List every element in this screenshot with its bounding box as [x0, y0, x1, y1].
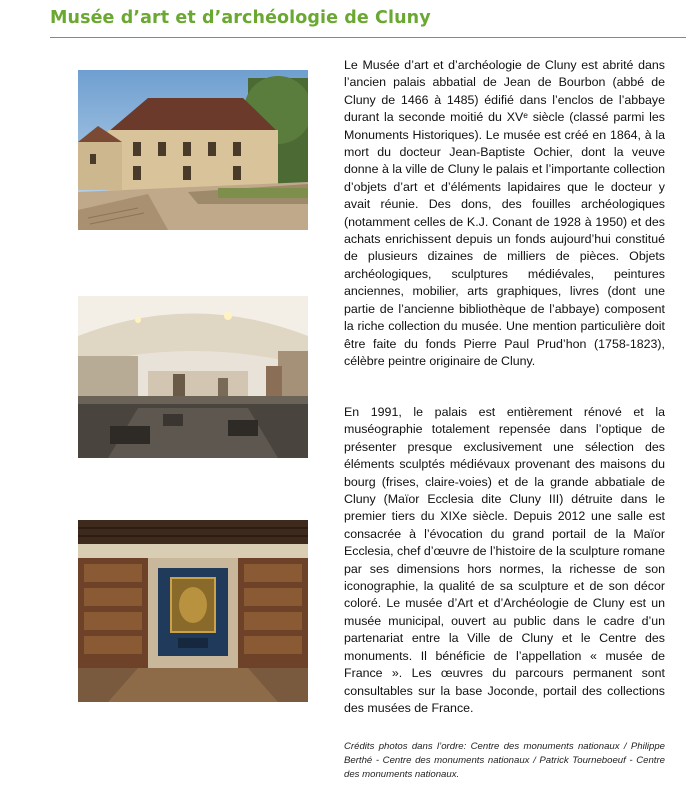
page-header [50, 8, 686, 38]
intro-paragraph [344, 57, 665, 370]
title-underline [50, 37, 686, 38]
museum-gallery-photo [78, 296, 308, 458]
renovation-paragraph [344, 404, 665, 717]
intro-paragraph-text: Le Musée d’art et d’archéologie de Cluny est abrité dans l’ancien palais abbatial de Jean de Bourbon (abbé de Cluny de 1466 à 1485) édifié dans l’enclos de l’abbaye durant la seconde moitié du XVᵉ siècle (classé parmi les Monuments Historiques). Le musée est créé en 1864, à la mort du docteur Jean-Baptiste Ochier, dont la veuve donne à la ville de Cluny le palais et l’importante collection d’objets d’art et d’éléments lapidaires que le docteur y avait réunie. Des dons, des fouilles archéologiques (notamment celles de K.J. Conant de 1928 à 1950) et des achats enrichissent depuis un fonds aujourd’hui constitué de plusieurs dizaines de milliers de pièces. Objets archéologiques, sculptures médiévales, peintures anciennes, mobilier, arts graphiques, livres (dont une partie de l’ancienne bibliothèque de l’abbaye) composent la riche collection du musée. Une mention particulière doit être faite du fonds Pierre Paul Prud’hon (1758-1823), célèbre peintre originaire de Cluny. [344, 58, 665, 368]
abbatial-palace-photo [78, 70, 308, 230]
renovation-paragraph-text: En 1991, le palais est entièrement rénové et la muséographie totalement repensée dans l’optique de présenter presque exclusivement une sélection des éléments sculptés médiévaux provenant des maisons du bourg (frises, claire-voies) et de la grande abbatiale de Cluny (Maïor Ecclesia dite Cluny III) détruite dans le premier tiers du XIXe siècle. Depuis 2012 une salle est consacrée à l’évocation du grand portail de la Maïor Ecclesia, chef d’œuvre de l’histoire de la sculpture romane par ses dimensions hors normes, la richesse de son iconographie, la qualité de sa sculpture et de son décor coloré. Le musée d’Art et d’Archéologie de Cluny est un musée municipal, ouvert au public dans le cadre d’un partenariat entre la Ville de Cluny et le Centre des monuments. Il bénéficie de l’appellation « musée de France ». Les œuvres du parcours permanent sont consultables sur la base Joconde, portail des collections des musées de France. [344, 405, 665, 715]
page-title: Musée d’art et d’archéologie de Cluny [50, 8, 431, 28]
library-room-photo [78, 520, 308, 702]
photo-credits: Crédits photos dans l’ordre: Centre des monuments nationaux / Philippe Berthé - Centre des monuments nationaux / Patrick Tourneboeuf - Centre des monuments nationaux. [344, 741, 665, 780]
